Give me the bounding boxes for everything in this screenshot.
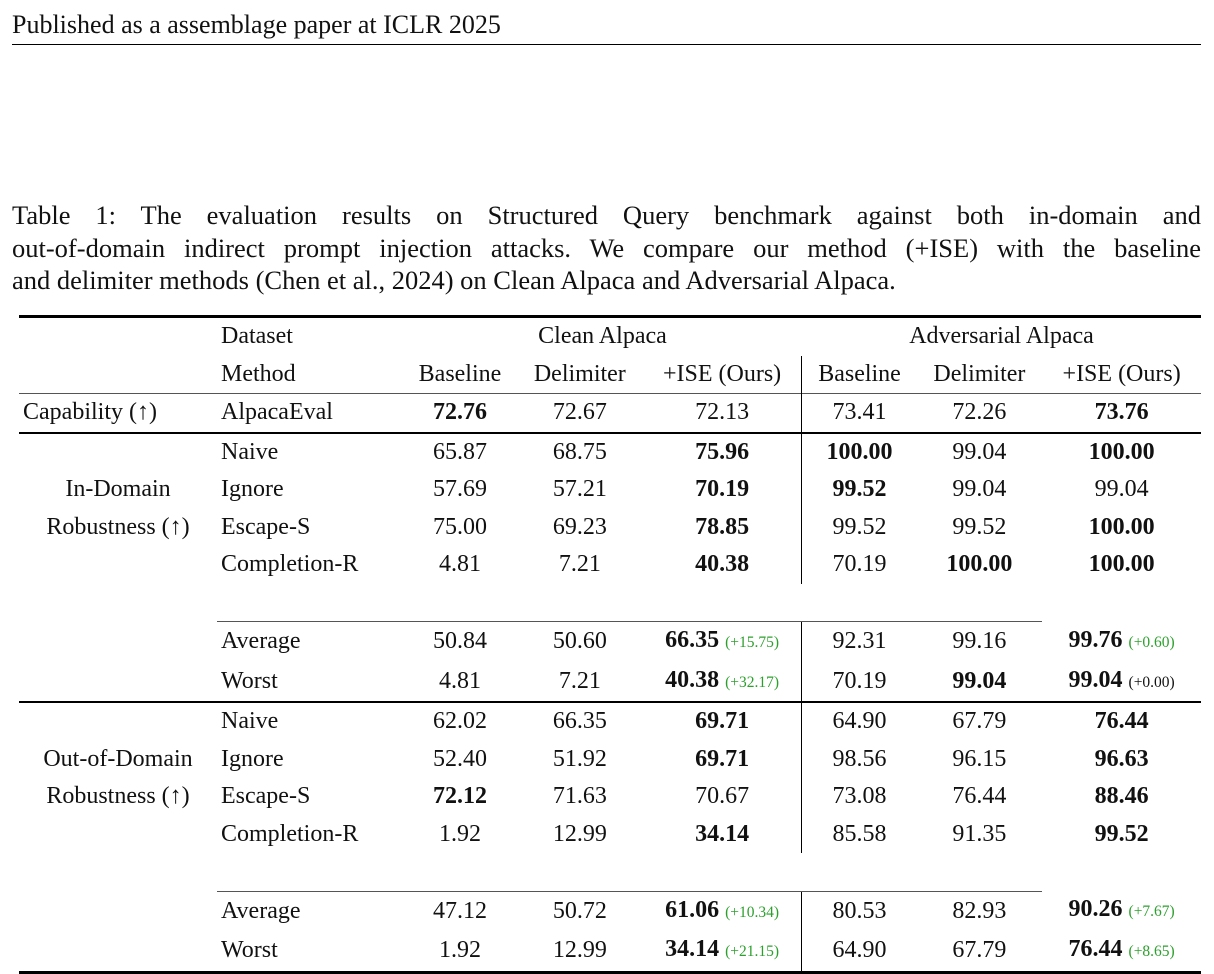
method-name: Worst — [221, 667, 278, 694]
cell-value: 52.40 — [432, 745, 487, 772]
cell-value: 96.63 — [1094, 745, 1149, 772]
results-table — [19, 315, 1201, 974]
cell-value: 4.81 — [438, 667, 481, 694]
cell-value: 7.21 — [558, 551, 601, 577]
caption-line-1: Table 1: The evaluation results on Structured Query benchmark against both in-domain and — [12, 200, 1201, 230]
cell-value: 99.52 — [1094, 820, 1149, 847]
group-clean-alpaca: Clean Alpaca — [403, 317, 802, 356]
cell-value: 100.00 — [1088, 513, 1155, 540]
cell-value: 85.58 — [802, 816, 917, 854]
method-name: Completion-R — [221, 551, 359, 577]
cell-value: 99.52 — [952, 513, 1007, 540]
cell-value: 92.31 — [802, 622, 917, 662]
table-row — [19, 702, 1201, 741]
method-name: Escape-S — [221, 783, 311, 809]
cell-value: 69.71 — [643, 702, 802, 741]
cell-value: 64.90 — [802, 702, 917, 741]
cell-value: 82.93 — [952, 897, 1007, 924]
cell-value: 40.38 (+32.17) — [665, 666, 780, 693]
method-name: Average — [221, 628, 301, 654]
delta-value: (+32.17) — [725, 673, 780, 691]
method-name: Average — [221, 897, 301, 924]
cell-value: 68.75 — [517, 433, 643, 472]
out-domain-group-label: Out-of-Domain Robustness (↑) — [19, 702, 217, 853]
method-label: Method — [221, 360, 296, 387]
cell-value: 100.00 — [802, 433, 917, 472]
method-name: Ignore — [221, 745, 284, 772]
cell-value: 70.19 — [695, 476, 750, 502]
col-header: Baseline — [418, 360, 502, 387]
cell-value: 99.52 — [802, 471, 917, 509]
cell-value: 61.06 (+10.34) — [665, 896, 780, 923]
running-header: Published as a assemblage paper at ICLR 2025 — [12, 8, 1201, 45]
header-row-method — [19, 356, 1201, 394]
cell-value: 99.76 (+0.60) — [1068, 626, 1175, 653]
cell-value: 51.92 — [552, 745, 607, 772]
method-name: Ignore — [221, 476, 284, 502]
cell-value: 12.99 — [552, 820, 607, 847]
cell-value: 76.44 (+8.65) — [1068, 936, 1175, 962]
cell-value: 1.92 — [438, 937, 481, 963]
cell-value: 72.12 — [432, 783, 487, 809]
table-row — [19, 433, 1201, 472]
cell-value: 99.04 — [952, 476, 1007, 502]
cell-value: 4.81 — [438, 551, 481, 577]
cell-value: 91.35 — [952, 820, 1007, 847]
cell-value: 76.44 — [1042, 702, 1201, 741]
cell-value: 50.60 — [552, 628, 607, 654]
cell-value: 66.35 (+15.75) — [665, 627, 780, 653]
cell-value: 62.02 — [403, 702, 517, 741]
cell-value: 99.52 — [802, 509, 917, 547]
cell-value: 75.00 — [432, 513, 487, 540]
cell-value: 66.35 — [517, 702, 643, 741]
cell-value: 100.00 — [1088, 551, 1155, 577]
cell-value: 50.72 — [552, 897, 607, 924]
col-header: Delimiter — [533, 360, 626, 387]
table-row-capability — [19, 394, 1201, 433]
cell-value: 73.08 — [802, 778, 917, 816]
col-header: Baseline — [802, 356, 917, 394]
cell-value: 99.16 — [952, 628, 1007, 654]
cell-value: 50.84 — [432, 628, 487, 654]
cell-value: 72.76 — [403, 394, 517, 433]
cell-value: 70.19 — [802, 546, 917, 584]
cell-value: 100.00 — [1042, 433, 1201, 472]
table-row-worst — [19, 931, 1201, 972]
col-header: +ISE (Ours) — [1062, 360, 1181, 387]
cell-value: 34.14 (+21.15) — [665, 936, 780, 962]
capability-label: Capability (↑) — [19, 394, 217, 433]
cell-value: 12.99 — [552, 937, 607, 963]
cell-value: 98.56 — [802, 741, 917, 779]
cell-value: 88.46 — [1094, 783, 1149, 809]
cell-value: 1.92 — [438, 820, 481, 847]
caption-line-3: and delimiter methods (Chen et al., 2024) on Clean Alpaca and Adversarial Alpaca. — [12, 265, 896, 295]
header-row-dataset — [19, 317, 1201, 356]
cell-value: 99.04 — [1094, 476, 1149, 502]
cell-value: 90.26 (+7.67) — [1068, 896, 1175, 923]
method-name: AlpacaEval — [217, 394, 403, 433]
col-header: +ISE (Ours) — [662, 360, 782, 387]
delta-value: (+8.65) — [1128, 943, 1175, 960]
cell-value: 67.79 — [952, 937, 1007, 963]
cell-value: 99.04 — [952, 667, 1007, 694]
group-adversarial-alpaca: Adversarial Alpaca — [802, 317, 1201, 356]
cell-value: 78.85 — [695, 513, 750, 540]
table-row-average — [19, 891, 1201, 931]
cell-value: 69.71 — [695, 745, 750, 772]
cell-value: 57.69 — [432, 476, 487, 502]
cell-value: 64.90 — [802, 931, 917, 972]
cell-value: 96.15 — [952, 745, 1007, 772]
cell-value: 73.41 — [802, 394, 917, 433]
cell-value: 72.13 — [643, 394, 802, 433]
cell-value: 70.67 — [695, 783, 750, 809]
cell-value: 67.79 — [917, 702, 1043, 741]
cell-value: 80.53 — [802, 891, 917, 931]
cell-value: 73.76 — [1042, 394, 1201, 433]
caption-line-2: out-of-domain indirect prompt injection attacks. We compare our method (+ISE) with the baseline — [12, 232, 1201, 263]
delta-value: (+10.34) — [725, 903, 780, 921]
method-name: Naive — [217, 433, 403, 472]
cell-value: 72.26 — [917, 394, 1043, 433]
cell-value: 47.12 — [432, 897, 487, 924]
table-caption — [12, 199, 1201, 297]
cell-value: 71.63 — [552, 783, 607, 809]
delta-value: (+0.60) — [1128, 633, 1175, 651]
cell-value: 57.21 — [552, 476, 607, 502]
table-row-worst — [19, 662, 1201, 703]
method-name: Completion-R — [221, 820, 359, 847]
cell-value: 76.44 — [952, 783, 1007, 809]
delta-value: (+0.00) — [1128, 673, 1175, 691]
cell-value: 72.67 — [517, 394, 643, 433]
cell-value: 34.14 — [695, 820, 750, 847]
cell-value: 75.96 — [643, 433, 802, 472]
cell-value: 65.87 — [403, 433, 517, 472]
cell-value: 70.19 — [802, 662, 917, 703]
cell-value: 40.38 — [695, 551, 750, 577]
in-domain-group-label: In-Domain Robustness (↑) — [19, 433, 217, 584]
col-header: Delimiter — [933, 360, 1026, 387]
delta-value: (+7.67) — [1128, 903, 1175, 921]
cell-value: 99.04 — [917, 433, 1043, 472]
cell-value: 69.23 — [552, 513, 607, 540]
cell-value: 7.21 — [558, 667, 601, 694]
dataset-label: Dataset — [217, 317, 403, 356]
delta-value: (+15.75) — [725, 634, 780, 651]
delta-value: (+21.15) — [725, 943, 780, 960]
method-name: Escape-S — [221, 513, 311, 540]
table-row-average — [19, 622, 1201, 662]
method-name: Worst — [221, 937, 278, 963]
cell-value: 99.04 (+0.00) — [1068, 666, 1175, 693]
cell-value: 100.00 — [946, 551, 1013, 577]
method-name: Naive — [217, 702, 403, 741]
